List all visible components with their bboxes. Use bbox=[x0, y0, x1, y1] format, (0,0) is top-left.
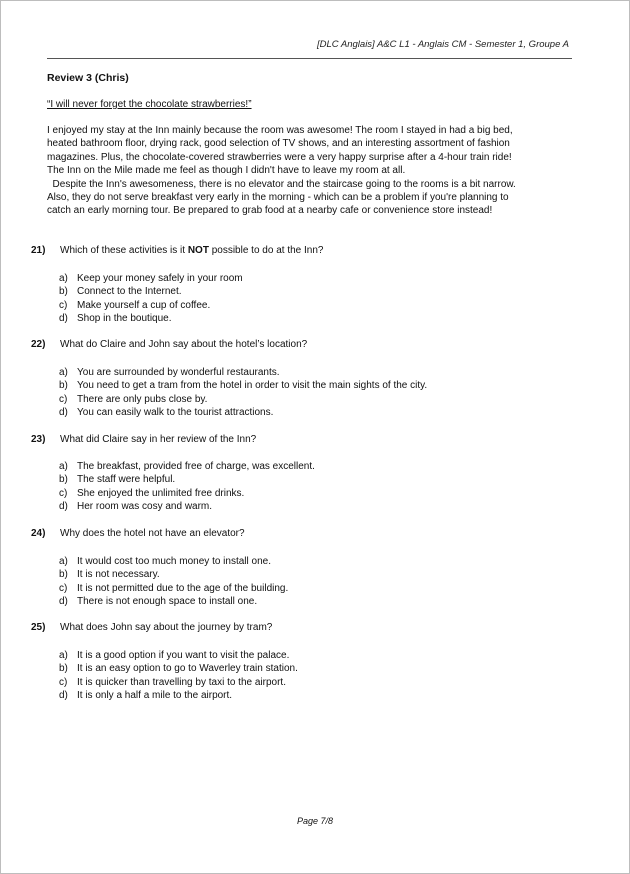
header-rule bbox=[47, 58, 572, 59]
review-line: catch an early morning tour. Be prepared to grab food at a nearby cafe or convenience store instead! bbox=[47, 205, 493, 217]
page-number: Page 7/8 bbox=[296, 816, 334, 826]
review-line: heated bathroom floor, drying rack, good selection of TV shows, and an interesting assortment of fashion bbox=[47, 138, 510, 150]
question-text: What does John say about the journey by tram? bbox=[60, 622, 273, 633]
question-text: What did Claire say in her review of the Inn? bbox=[60, 434, 257, 445]
question-number: 22) bbox=[31, 339, 46, 350]
page-header: [DLC Anglais] A&C L1 - Anglais CM - Semester 1, Groupe A bbox=[316, 39, 569, 50]
question-text: Which of these activities is it NOT possible to do at the Inn? bbox=[60, 245, 324, 256]
question-number: 25) bbox=[31, 622, 46, 633]
question-text: What do Claire and John say about the hotel’s location? bbox=[60, 339, 308, 350]
question-text: Why does the hotel not have an elevator? bbox=[60, 528, 245, 539]
review-quote: “I will never forget the chocolate strawberries!” bbox=[47, 99, 252, 110]
question-number: 21) bbox=[31, 245, 46, 256]
review-title: Review 3 (Chris) bbox=[47, 72, 129, 84]
review-body bbox=[47, 124, 547, 218]
question-number: 23) bbox=[31, 434, 46, 445]
review-line: The Inn on the Mile made me feel as though I didn't have to leave my room at all. bbox=[47, 165, 406, 177]
question-number: 24) bbox=[31, 528, 46, 539]
review-line: magazines. Plus, the chocolate-covered strawberries were a very happy surprise after a 4-hour train ride! bbox=[47, 151, 512, 163]
review-line: Despite the Inn's awesomeness, there is no elevator and the staircase going to the rooms is a bit narrow. bbox=[47, 178, 516, 190]
review-line: I enjoyed my stay at the Inn mainly because the room was awesome! The room I stayed in had a big bed, bbox=[47, 125, 513, 136]
document-page: [DLC Anglais] A&C L1 - Anglais CM - Semester 1, Groupe A Review 3 (Chris) “I will never forget the chocolate strawberries!” I enjoyed my stay at the Inn mainly because the room was awesome! The room I stayed in had a big bed, heated bathroom floor, drying rack, good selection of TV shows, and an interesting assortment of fashion magazines. Plus, the chocolate-covered strawberries were a very happy surprise after a 4-hour train ride! The Inn on the Mile made me feel as though I didn't have to leave my room at all. Despite the Inn's awesomeness, there is no elevator and the staircase going to the rooms is a bit narrow. Also, they do not serve breakfast very early in the morning - which can be a problem if you're planning to catch an early morning tour. Be prepared to grab food at a nearby cafe or convenience store instead! 21) Which of these activities is it NOT possible to do at the Inn? a) Keep your money safely in your room b) Connect to the Internet. c) Make yourself a cup of coffee. d) Shop in the boutique. 22) What do Claire and John say about the hotel’s location? a) You are surrounded by wonderful restaurants. b) You need to get a tram from the hotel in order to visit the main sights of the city. c) There are only pubs close by. d) You can easily walk to the tourist attractions. 23) What did Claire say in her review of the Inn? a) The breakfast, provided free of charge, was excellent. b) The staff were helpful. c) She enjoyed the unlimited free drinks. d) Her room was cosy and warm. 24) Why does the hotel not have an elevator? a) It would cost too much money to install one. b) It is not necessary. c) It is not permitted due to the age of the building. d) There is not enough space to install one. 25) What does John say about the journey by tram? a) It is a good option if you want to visit the palace. b) It is an easy option to go to Waverley train station. c) It is quicker than travelling by taxi to the airport. d) It is only a half a mile to the airport. Page 7/8 bbox=[0, 0, 630, 874]
review-line: Also, they do not serve breakfast very early in the morning - which can be a problem if you're planning to bbox=[47, 192, 509, 204]
